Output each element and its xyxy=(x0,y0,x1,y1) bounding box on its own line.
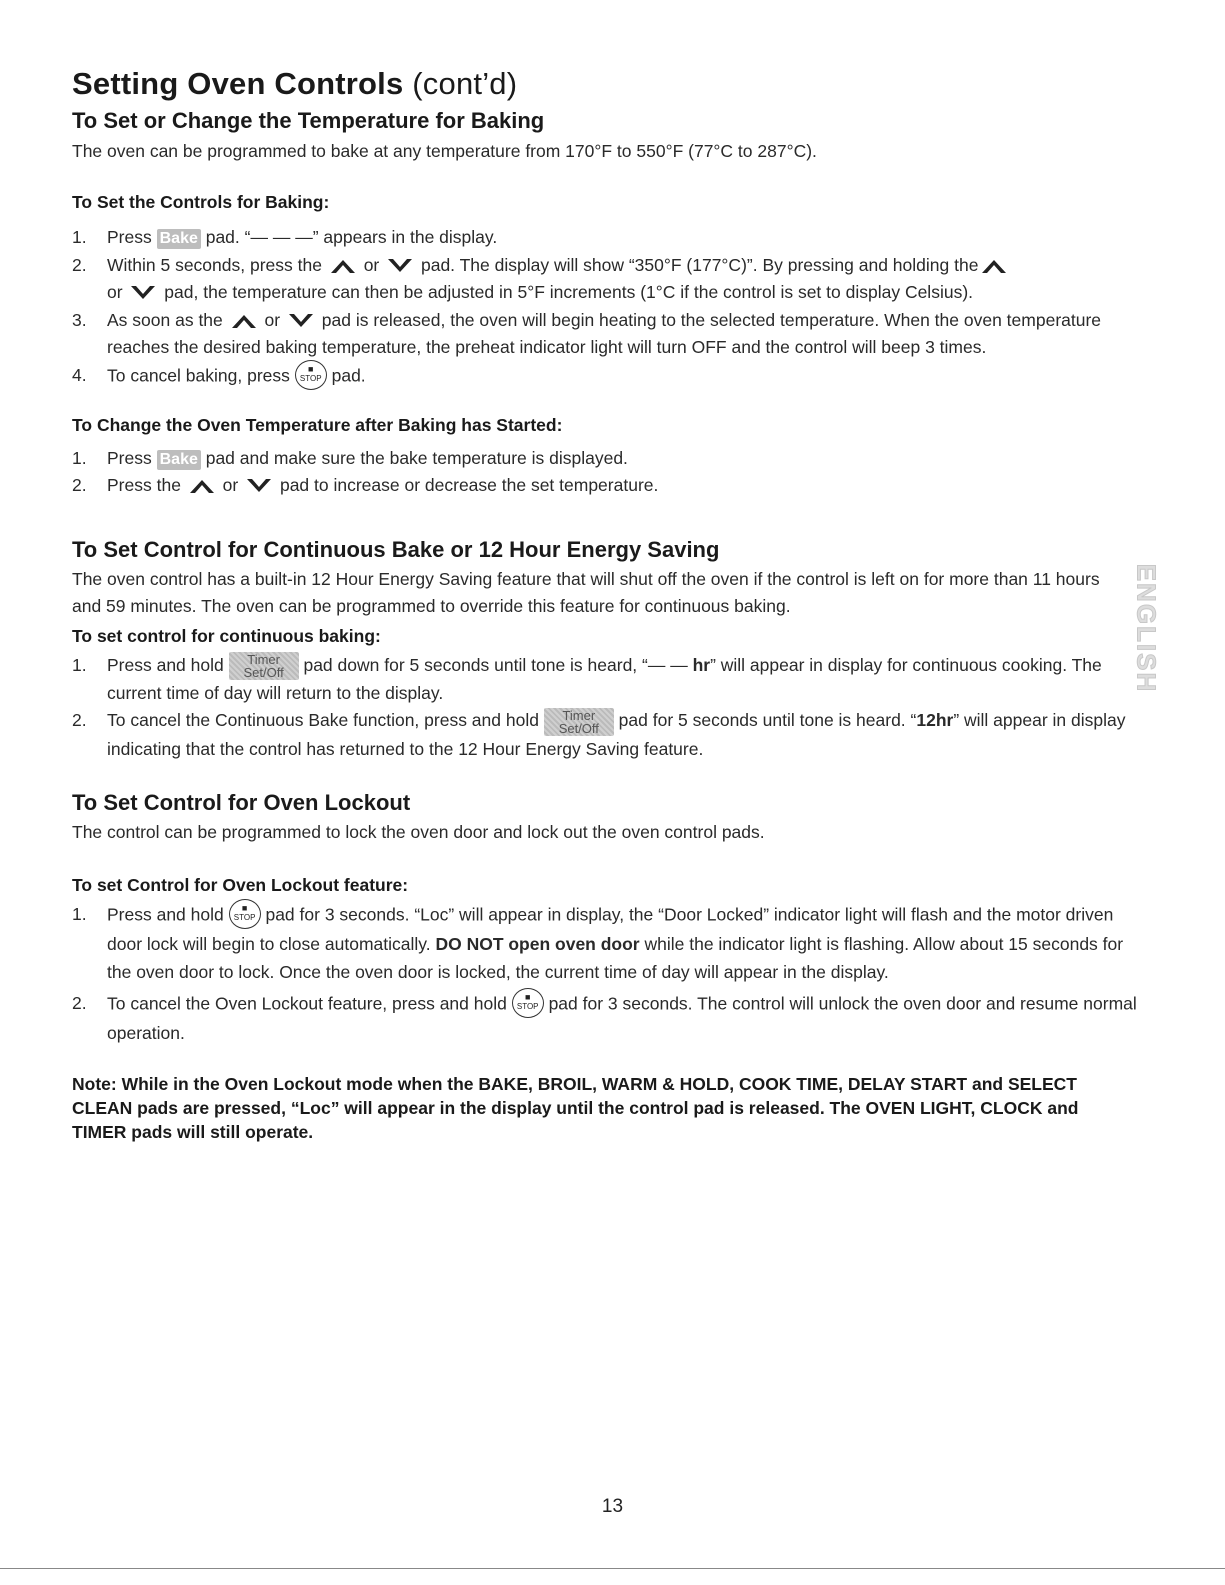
stop-pad-icon: ■ STOP xyxy=(512,988,544,1018)
lockout-section-heading: To Set Control for Oven Lockout xyxy=(72,790,411,816)
step-bold: hr xyxy=(692,654,711,675)
step-text: pad. The display will show “350°F (177°C)”. By pressing and holding the xyxy=(416,254,979,275)
step-text: Within 5 seconds, press the xyxy=(107,254,327,275)
list-item xyxy=(72,472,1152,500)
list-item xyxy=(72,652,1152,708)
step-text: To cancel the Continuous Bake function, press and hold xyxy=(107,710,544,731)
step-text: Press and hold xyxy=(107,654,229,675)
lockout-section-intro: The control can be programmed to lock the oven door and lock out the oven control pads. xyxy=(72,822,765,843)
step-text: pad. xyxy=(326,365,366,386)
step-text: while the indicator light is flashing. Allow about 15 seconds for the oven door to lock. Once the oven door is locked, the current time of day will appear in the display. xyxy=(107,934,1124,982)
step-text: pad for 3 seconds. The control will unlock the oven door and resume normal operation. xyxy=(107,993,1137,1044)
step-number: 2. xyxy=(72,710,87,731)
step-text: ” will appear in display for continuous cooking. The current time of day will return to the display. xyxy=(107,654,1102,703)
step-number: 1. xyxy=(72,447,87,468)
bake-pad-icon: Bake xyxy=(157,450,201,470)
stop-label: STOP xyxy=(233,913,256,923)
down-arrow-icon xyxy=(287,313,315,329)
side-tab-label: ENGLISH xyxy=(1131,563,1162,694)
continuous-section-heading: To Set Control for Continuous Bake or 12 Hour Energy Saving xyxy=(72,536,720,562)
step-text: Press xyxy=(107,227,157,247)
step-text: or xyxy=(259,309,285,330)
step-number: 2. xyxy=(72,993,87,1014)
step-text: To cancel baking, press xyxy=(107,365,295,386)
list-item xyxy=(72,901,1152,986)
step-number: 1. xyxy=(72,904,87,925)
stop-pad-icon: ■ STOP xyxy=(295,360,327,390)
list-item xyxy=(72,252,1152,307)
step-bold: 12hr xyxy=(916,710,954,731)
stop-pad-icon: ■ STOP xyxy=(229,899,261,929)
step-text: ” will appear in display indicating that the control has returned to the 12 Hour Energy Saving feature. xyxy=(107,710,1126,759)
list-item xyxy=(72,362,1152,392)
lockout-sub-heading: To set Control for Oven Lockout feature: xyxy=(72,875,409,896)
down-arrow-icon xyxy=(129,285,157,301)
stop-label: STOP xyxy=(516,1002,539,1012)
timer-pad-icon xyxy=(229,652,299,680)
step-text: pad. “— — —” appears in the display. xyxy=(200,227,498,247)
baking-heading: To Set the Controls for Baking: xyxy=(72,192,330,212)
manual-page xyxy=(72,64,1152,1144)
down-arrow-icon xyxy=(386,258,414,274)
page-number: 13 xyxy=(601,1496,624,1517)
temp-section-heading: To Set or Change the Temperature for Baking xyxy=(72,108,545,133)
baking-steps xyxy=(72,224,1152,392)
step-text: Press the xyxy=(107,475,186,495)
change-steps xyxy=(72,445,1152,500)
step-text: pad to increase or decrease the set temperature. xyxy=(275,475,659,495)
step-text: pad for 3 seconds. “Loc” will appear in display, the “Door Locked” indicator light will flash and the motor driven door lock will begin to close automatically. xyxy=(107,904,1114,955)
set-off-label: Set/Off xyxy=(243,664,284,680)
stop-label: STOP xyxy=(299,373,322,383)
continuous-section-intro: The oven control has a built-in 12 Hour Energy Saving feature that will shut off the oven if the control is left on for more than 11 hours and 59 minutes. The oven can be programmed to override this feature for continuous baking. xyxy=(72,568,1100,616)
down-arrow-icon xyxy=(245,478,273,494)
step-text: pad, the temperature can then be adjusted in 5°F increments (1°C if the control is set to display Celsius). xyxy=(159,282,974,302)
step-text: To cancel the Oven Lockout feature, press and hold xyxy=(107,993,512,1014)
step-text: pad and make sure the bake temperature is displayed. xyxy=(200,447,628,468)
title-contd: (cont’d) xyxy=(412,66,518,101)
continuous-sub-heading: To set control for continuous baking: xyxy=(72,625,381,646)
up-arrow-icon xyxy=(188,478,216,494)
page-title xyxy=(72,64,1152,104)
step-text: pad for 5 seconds until tone is heard. “ xyxy=(613,710,917,731)
up-arrow-icon xyxy=(230,313,258,329)
step-text: or xyxy=(217,475,244,495)
list-item xyxy=(72,707,1152,763)
bake-pad-icon: Bake xyxy=(157,229,201,249)
up-arrow-icon xyxy=(980,258,1008,274)
temp-section-intro: The oven can be programmed to bake at any temperature from 170°F to 550°F (77°C to 287°C). xyxy=(72,141,817,161)
language-side-tab xyxy=(1128,563,1164,694)
bottom-rule xyxy=(0,1568,1225,1569)
list-item xyxy=(72,224,1152,252)
step-text: pad is released, the oven will begin heating to the selected temperature. When the oven temperature reaches the desired baking temperature, the preheat indicator light will turn OFF and the control will beep 3 times. xyxy=(107,309,1102,357)
step-number: 2. xyxy=(72,254,87,275)
step-text: Press and hold xyxy=(107,904,229,925)
timer-label: Timer xyxy=(562,707,596,723)
lockout-note: Note: While in the Oven Lockout mode when the BAKE, BROIL, WARM & HOLD, COOK TIME, DELAY START and SELECT CLEAN pads are pressed, “Loc” will appear in the display until the control pad is released. The OVEN LIGHT, CLOCK and TIMER pads will still operate. xyxy=(72,1073,1079,1142)
step-number: 2. xyxy=(72,475,87,495)
step-text: Press xyxy=(107,447,157,468)
change-heading: To Change the Oven Temperature after Baking has Started: xyxy=(72,414,563,435)
set-off-label: Set/Off xyxy=(558,720,599,736)
step-text: or xyxy=(107,282,128,302)
step-text: pad down for 5 seconds until tone is heard, “— — xyxy=(298,654,693,675)
title-main: Setting Oven Controls xyxy=(72,66,404,101)
step-bold: DO NOT open oven door xyxy=(435,934,640,955)
step-text: or xyxy=(358,254,385,275)
list-item xyxy=(72,307,1152,362)
step-number: 1. xyxy=(72,654,87,675)
timer-pad-icon xyxy=(544,708,614,736)
step-number: 3. xyxy=(72,309,87,330)
list-item xyxy=(72,990,1152,1048)
step-number: 1. xyxy=(72,227,87,247)
timer-label: Timer xyxy=(247,651,280,667)
up-arrow-icon xyxy=(329,258,357,274)
step-text: As soon as the xyxy=(107,309,228,330)
lockout-steps xyxy=(72,901,1152,1048)
step-number: 4. xyxy=(72,364,87,385)
continuous-steps xyxy=(72,652,1152,764)
list-item xyxy=(72,445,1152,473)
